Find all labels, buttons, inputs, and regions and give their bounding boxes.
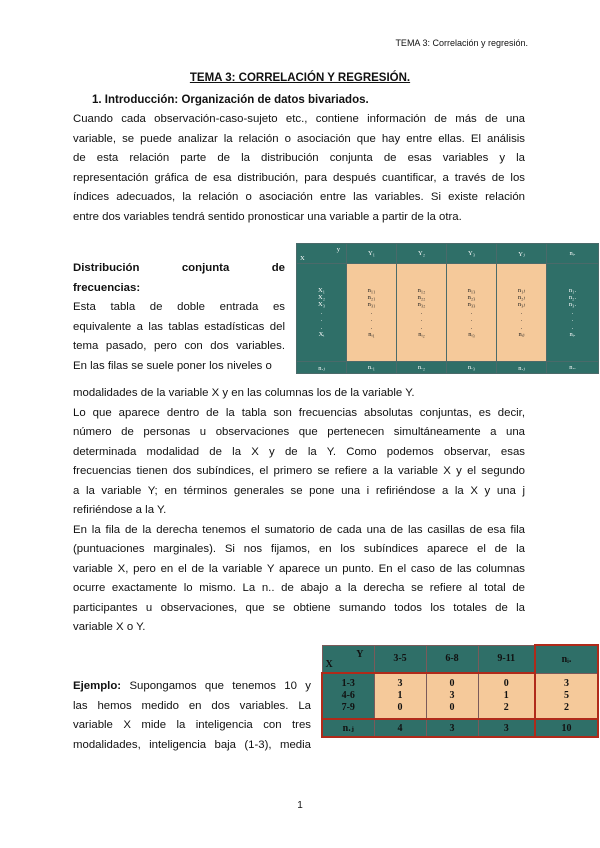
column-header: Y₃ (447, 244, 497, 264)
row-labels: 1-3 4-6 7-9 (322, 673, 374, 719)
text-line: entre dos variables tendrá sentido pronosticar una variable a partir de la otra. (73, 210, 462, 223)
footer-cell: 3 (478, 719, 535, 737)
column-header: Y₁ (347, 244, 397, 264)
table-corner (297, 244, 347, 264)
column-header: Y₂ (397, 244, 447, 264)
footer-cell: n.ⱼ (497, 362, 547, 374)
frequency-column: 0 3 0 (426, 673, 478, 719)
frequency-column: 3 1 0 (374, 673, 426, 719)
marginal-column: 3 5 2 (535, 673, 598, 719)
text-line: frecuencias tienen dos subíndices, el primero se refiere a la variable X y el segundo (73, 465, 525, 477)
text-line: Cuando cada observación-caso-sujeto etc., contiene información de más de una (73, 113, 525, 125)
text-line: refiriéndose a la Y. (73, 504, 167, 516)
text-line: variable, se puede analizar la relación o asociación que hay entre ellas. El análisis (73, 132, 525, 145)
page-title: TEMA 3: CORRELACIÓN Y REGRESIÓN. (189, 72, 411, 84)
corner-x-label: X (325, 659, 333, 670)
text-line: En la fila de la derecha tenemos el sumatorio de cada una de las casillas de esa fila (73, 523, 525, 536)
column-header: nᵢ. (547, 244, 599, 264)
example-label: Ejemplo: (73, 680, 122, 692)
table-corner (322, 645, 374, 673)
heading-word: de (271, 262, 285, 274)
footer-cell: n.. (547, 362, 599, 374)
column-header: 3-5 (374, 645, 426, 673)
footer-cell: 3 (426, 719, 478, 737)
frequency-column: n₁₃ n₂₃ n₃₃ . . . nᵢ₃ (447, 264, 497, 362)
intro-paragraph (73, 110, 525, 227)
text-line: las hemos medido en dos variables. La (73, 699, 311, 712)
column-header: Yⱼ (497, 244, 547, 264)
heading-line: frecuencias: (73, 281, 141, 294)
text-line: variable X mide la inteligencia con tres (73, 719, 311, 731)
footer-cell: 10 (535, 719, 598, 737)
text-line: a la variable Y; en términos generales se pone una i refiriéndose a la X y una j (73, 484, 525, 497)
text-line: Ejemplo: Supongamos que tenemos 10 y (73, 680, 311, 692)
joint-frequency-table (296, 243, 599, 374)
corner-x-label: X (300, 255, 305, 262)
text-line: Lo que aparece dentro de la tabla son frecuencias absolutas conjuntas, es decir, (73, 406, 525, 419)
frequency-column: n₁ⱼ n₂ⱼ n₃ⱼ . . . nᵢⱼ (497, 264, 547, 362)
marginal-column: n₁. n₂. n₃. . . . nᵢ. (547, 264, 599, 362)
footer-cell: 4 (374, 719, 426, 737)
column-header: 6-8 (426, 645, 478, 673)
frequency-column: 0 1 2 (478, 673, 535, 719)
column-header: 9-11 (478, 645, 535, 673)
distribution-text (73, 298, 285, 376)
heading-word: Distribución (73, 262, 140, 274)
page-number: 1 (297, 800, 303, 811)
text-line: tema pasado, pero con dos variables. (73, 340, 285, 352)
text-line: participantes u observaciones, que se obtiene sumando todos los totales de la (73, 601, 525, 614)
body-paragraph (73, 384, 525, 638)
frequency-column: n₁₁ n₂₁ n₃₁ . . . nᵢ₁ (347, 264, 397, 362)
text-line: Esta tabla de doble entrada es (73, 301, 285, 313)
section-heading: 1. Introducción: Organización de datos bivariados. (92, 94, 369, 106)
text-line: representación gráfica de esa distribución, para después cuantificar, a través de los (73, 171, 525, 184)
frequency-column: n₁₂ n₂₂ n₃₂ . . . nᵢ₂ (397, 264, 447, 362)
text-line: número de personas u observaciones que pertenecen simultáneamente a una (73, 426, 525, 438)
text-line: modalidades, inteligencia baja (1-3), media (73, 738, 311, 751)
text-line: determinada modalidad de la X y de la Y. Como podemos observar, esas (73, 445, 525, 458)
text-line: variable X o Y. (73, 621, 146, 633)
text-line: En las filas se suele poner los niveles o (73, 359, 272, 372)
text-line: equivalente a las tablas estadísticas del (73, 320, 285, 333)
row-labels: X₁ X₂ X₃ . . . Xᵢ (297, 264, 347, 362)
text-line: variable X, pero en el de la variable Y aparece un punto. En el caso de las columnas (73, 562, 525, 575)
corner-y-label: y (336, 246, 340, 253)
footer-cell: n.ⱼ (297, 362, 347, 374)
footer-cell: n.ⱼ (322, 719, 374, 737)
footer-cell: n.₁ (347, 362, 397, 374)
example-paragraph (73, 677, 311, 755)
text-line: ocurre exactamente lo mismo. La n.. de abajo a la derecha se refiere al total de (73, 582, 525, 594)
column-header: nᵢ. (535, 645, 598, 673)
heading-word: conjunta (181, 262, 230, 274)
footer-cell: n.₃ (447, 362, 497, 374)
text-line: de esta relación parte de la distribución conjunta de esas variables y la (73, 152, 525, 164)
distribution-heading (73, 259, 285, 298)
running-header: TEMA 3: Correlación y regresión. (395, 38, 528, 48)
text-line: modalidades de la variable X y en las columnas los de la variable Y. (73, 387, 415, 399)
corner-y-label: Y (356, 648, 364, 660)
footer-cell: n.₂ (397, 362, 447, 374)
text-line: (puntuaciones marginales). Si nos fijamos, en los subíndices aparece el de la (73, 543, 525, 555)
text-line: índices adecuados, la relación o asociación entre las variables. Si existe relación (73, 191, 525, 203)
example-frequency-table (321, 644, 599, 738)
